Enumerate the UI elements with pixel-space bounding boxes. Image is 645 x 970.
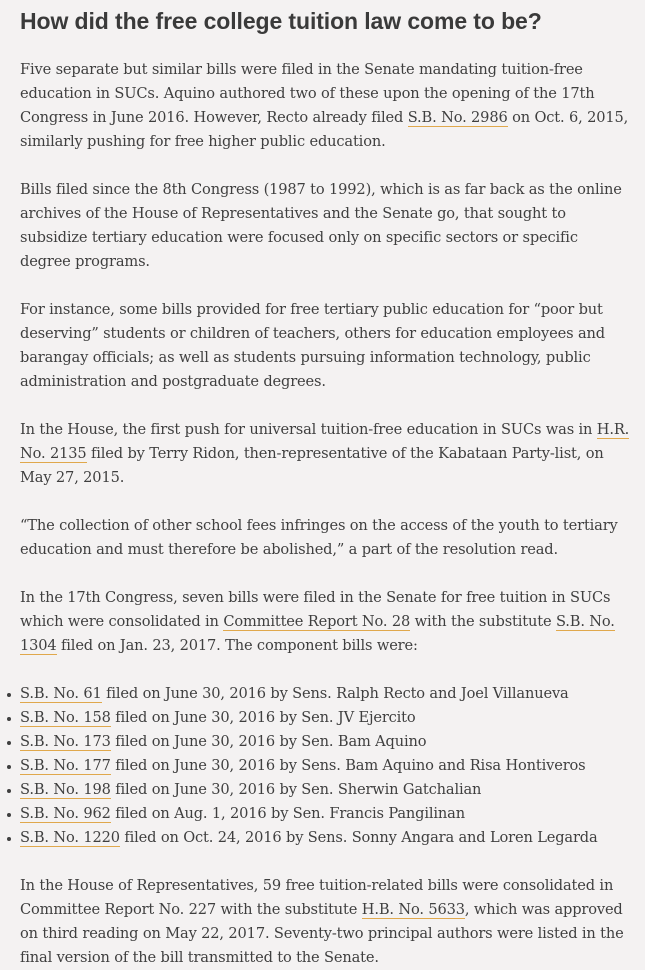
paragraph-text: on Oct. 6, 2015, similarly pushing for free higher public education. <box>20 109 629 150</box>
link-hb-5633[interactable]: H.B. No. 5633 <box>361 901 465 918</box>
paragraph-for-instance: For instance, some bills provided for free tertiary public education for “poor but deserving” students or children of teachers, others for education employees and barangay officials; as well as students pursuing information technology, public administration and postgraduate degrees. <box>20 301 605 390</box>
list-item <box>20 730 632 754</box>
list-item-text: filed on Aug. 1, 2016 by Sen. Francis Pangilinan <box>110 805 465 822</box>
paragraph-text: In the 17th Congress, seven bills were filed in the Senate for free tuition in SUCs which were consolidated in <box>20 589 611 630</box>
link-hr-2135[interactable]: H.R. No. 2135 <box>20 421 630 462</box>
list-item-text: filed on June 30, 2016 by Sens. Bam Aquino and Risa Hontiveros <box>110 757 586 774</box>
link-sb-177[interactable]: S.B. No. 177 <box>20 757 111 774</box>
link-sb-198[interactable]: S.B. No. 198 <box>20 781 111 798</box>
component-bills-list <box>20 682 632 850</box>
paragraph-17th-congress <box>20 586 632 658</box>
section-heading: How did the free college tuition law come to be? <box>20 8 542 34</box>
list-item <box>20 706 632 730</box>
paragraph-senate-bills <box>20 58 632 154</box>
link-committee-report-28[interactable]: Committee Report No. 28 <box>223 613 411 630</box>
link-sb-1304[interactable]: S.B. No. 1304 <box>20 613 615 654</box>
list-item <box>20 778 632 802</box>
link-sb-173[interactable]: S.B. No. 173 <box>20 733 111 750</box>
list-item <box>20 826 632 850</box>
paragraph-resolution-quote: “The collection of other school fees infringes on the access of the youth to tertiary education and must therefore be abolished,” a part of the resolution read. <box>20 517 618 558</box>
list-item <box>20 802 632 826</box>
paragraph-text: Five separate but similar bills were filed in the Senate mandating tuition-free education in SUCs. Aquino authored two of these upon the opening of the 17th Congress in June 2016. However, Recto already filed <box>20 61 595 126</box>
list-item-text: filed on June 30, 2016 by Sen. Sherwin Gatchalian <box>110 781 482 798</box>
list-item <box>20 754 632 778</box>
paragraph-text: In the House, the first push for universal tuition-free education in SUCs was in <box>20 421 597 438</box>
list-item-text: filed on June 30, 2016 by Sen. JV Ejercito <box>110 709 416 726</box>
link-sb-2986[interactable]: S.B. No. 2986 <box>407 109 508 126</box>
paragraph-text: with the substitute <box>410 613 556 630</box>
link-sb-158[interactable]: S.B. No. 158 <box>20 709 111 726</box>
paragraph-text: filed by Terry Ridon, then-representative of the Kabataan Party-list, on May 27, 2015. <box>20 445 604 486</box>
link-sb-61[interactable]: S.B. No. 61 <box>20 685 102 702</box>
paragraph-house-push <box>20 418 632 490</box>
link-sb-1220[interactable]: S.B. No. 1220 <box>20 829 120 846</box>
list-item-text: filed on June 30, 2016 by Sen. Bam Aquino <box>110 733 427 750</box>
list-item-text: filed on Oct. 24, 2016 by Sens. Sonny Angara and Loren Legarda <box>119 829 598 846</box>
paragraph-text: , which was approved on third reading on May 22, 2017. Seventy-two principal authors were listed in the final version of the bill transmitted to the Senate. <box>20 901 624 966</box>
list-item <box>20 682 632 706</box>
link-sb-962[interactable]: S.B. No. 962 <box>20 805 111 822</box>
paragraph-8th-congress: Bills filed since the 8th Congress (1987 to 1992), which is as far back as the online archives of the House of Representatives and the Senate go, that sought to subsidize tertiary education were focused only on specific sectors or specific degree programs. <box>20 181 622 270</box>
paragraph-house-representatives <box>20 874 632 970</box>
list-item-text: filed on June 30, 2016 by Sens. Ralph Recto and Joel Villanueva <box>101 685 569 702</box>
paragraph-text: filed on Jan. 23, 2017. The component bills were: <box>56 637 418 654</box>
paragraph-text: In the House of Representatives, 59 free tuition-related bills were consolidated in Committee Report No. 227 with the substitute <box>20 877 614 918</box>
